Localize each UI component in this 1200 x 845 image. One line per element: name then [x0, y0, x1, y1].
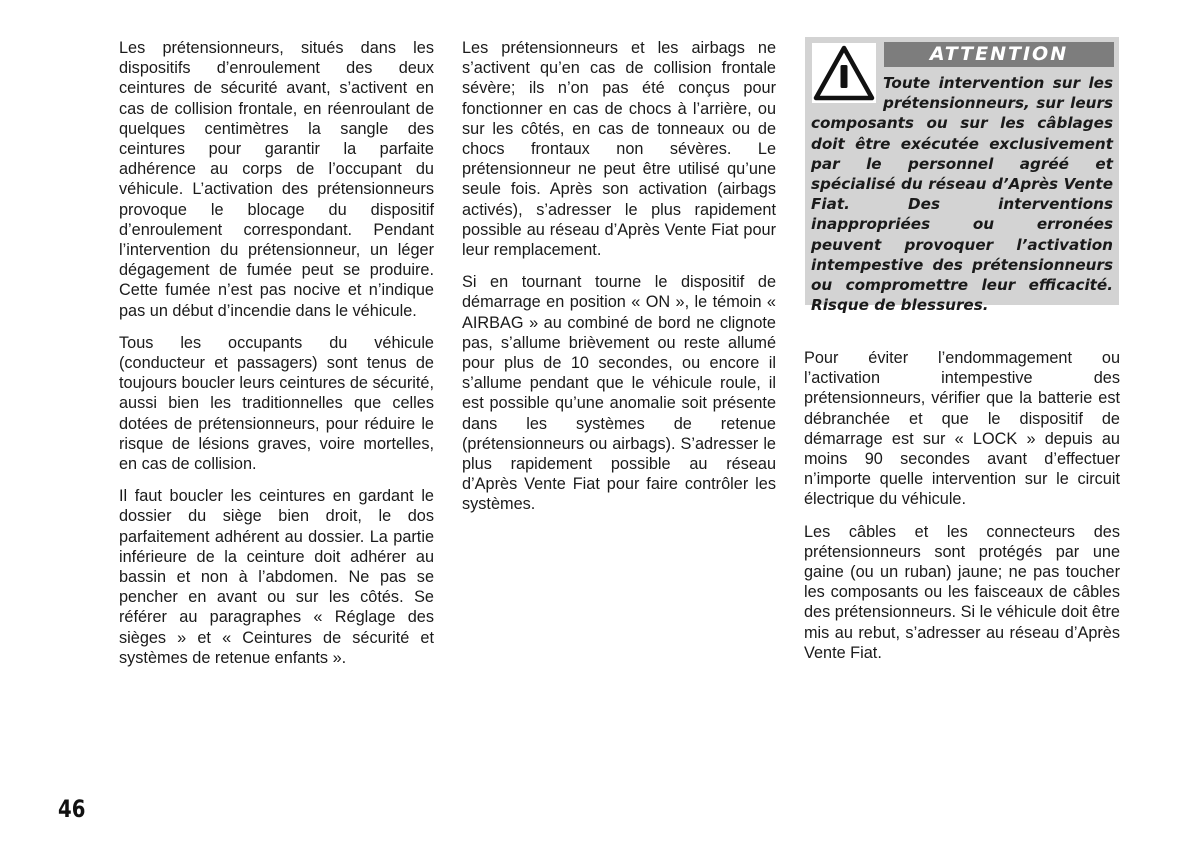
attention-title: ATTENTION: [884, 42, 1114, 67]
paragraph-pretensioner-description: Les prétensionneurs, situés dans les dispositifs d’enroulement des deux ceintures de sécurité avant, s’activent en cas de collision frontale, en réenroulant de quelques centimètres la sangle des ceintures pour garantir la parfaite adhérence au corps de l’occupant du véhicule. L’activation des prétensionneurs provoque le blocage du dispositif d’enroulement correspondant. Pendant l’intervention du prétensionneur, un léger dégagement de fumée peut se produire. Cette fumée n’est pas nocive et n’indique pas un début d’incendie dans le véhicule.: [119, 39, 434, 320]
left-column: [119, 38, 434, 680]
paragraph-occupants-seatbelts: Tous les occupants du véhicule (conducteur et passagers) sont tenus de toujours boucler leurs ceintures de sécurité, aussi bien les traditionnelles que celles dotées de prétensionneurs, pour réduire le risque de lésions graves, voire mortelles, en cas de collision.: [119, 333, 434, 474]
attention-box: [805, 37, 1119, 315]
right-column: [804, 348, 1120, 675]
page-number: 46: [58, 795, 86, 823]
middle-column: [462, 38, 776, 527]
attention-text: Toute intervention sur les prétensionneurs, sur leurs composants ou sur les câblages doit être exécutée exclusivement par le personnel agréé et spécialisé du réseau d’Après Vente Fiat. Des interventions inappropriées ou erronées peuvent provoquer l’activation intempestive des prétensionneurs ou compromettre leur efficacité. Risque de blessures.: [811, 74, 1113, 315]
paragraph-battery-disconnect: Pour éviter l’endommagement ou l’activation intempestive des prétensionneurs, vérifier que la batterie est débranchée et que le dispositif de démarrage est sur « LOCK » depuis au moins 90 secondes avant d’effectuer n’importe quelle intervention sur le circuit électrique du véhicule.: [804, 349, 1120, 509]
paragraph-airbag-warning-light: Si en tournant tourne le dispositif de démarrage en position « ON », le témoin « AIRBAG » au combiné de bord ne clignote pas, s’allume brièvement ou reste allumé pour plus de 10 secondes, ou encore il s’allume pendant que le véhicule roule, il est possible qu’une anomalie soit présente dans les systèmes de retenue (prétensionneurs ou airbags). S’adresser le plus rapidement possible au réseau d’Après Vente Fiat pour faire contrôler les systèmes.: [462, 273, 776, 514]
paragraph-activation-conditions: Les prétensionneurs et les airbags ne s’activent qu’en cas de collision frontale sévère; ils n’on pas été conçus pour fonctionner en cas de chocs à l’arrière, ou sur les côtés, en cas de tonneaux ou de chocs frontaux non sévères. Le prétensionneur ne peut être utilisé qu’une seule fois. Après son activation (airbags activés), s’adresser le plus rapidement possible au réseau d’Après Vente Fiat pour leur remplacement.: [462, 39, 776, 260]
paragraph-seating-position: Il faut boucler les ceintures en gardant le dossier du siège bien droit, le dos parfaitement adhérent au dossier. La partie inférieure de la ceinture doit adhérer au bassin et non à l’abdomen. Ne pas se pencher en avant ou sur les côtés. Se référer au paragraphes « Réglage des sièges » et « Ceintures de sécurité et systèmes de retenue enfants ».: [119, 487, 434, 667]
paragraph-cables-connectors: Les câbles et les connecteurs des prétensionneurs sont protégés par une gaine (ou un ruban) jaune; ne pas toucher les composants ou les faisceaux de câbles des prétensionneurs. Si le véhicule doit être mis au rebut, s’adresser au réseau d’Après Vente Fiat.: [804, 522, 1120, 662]
